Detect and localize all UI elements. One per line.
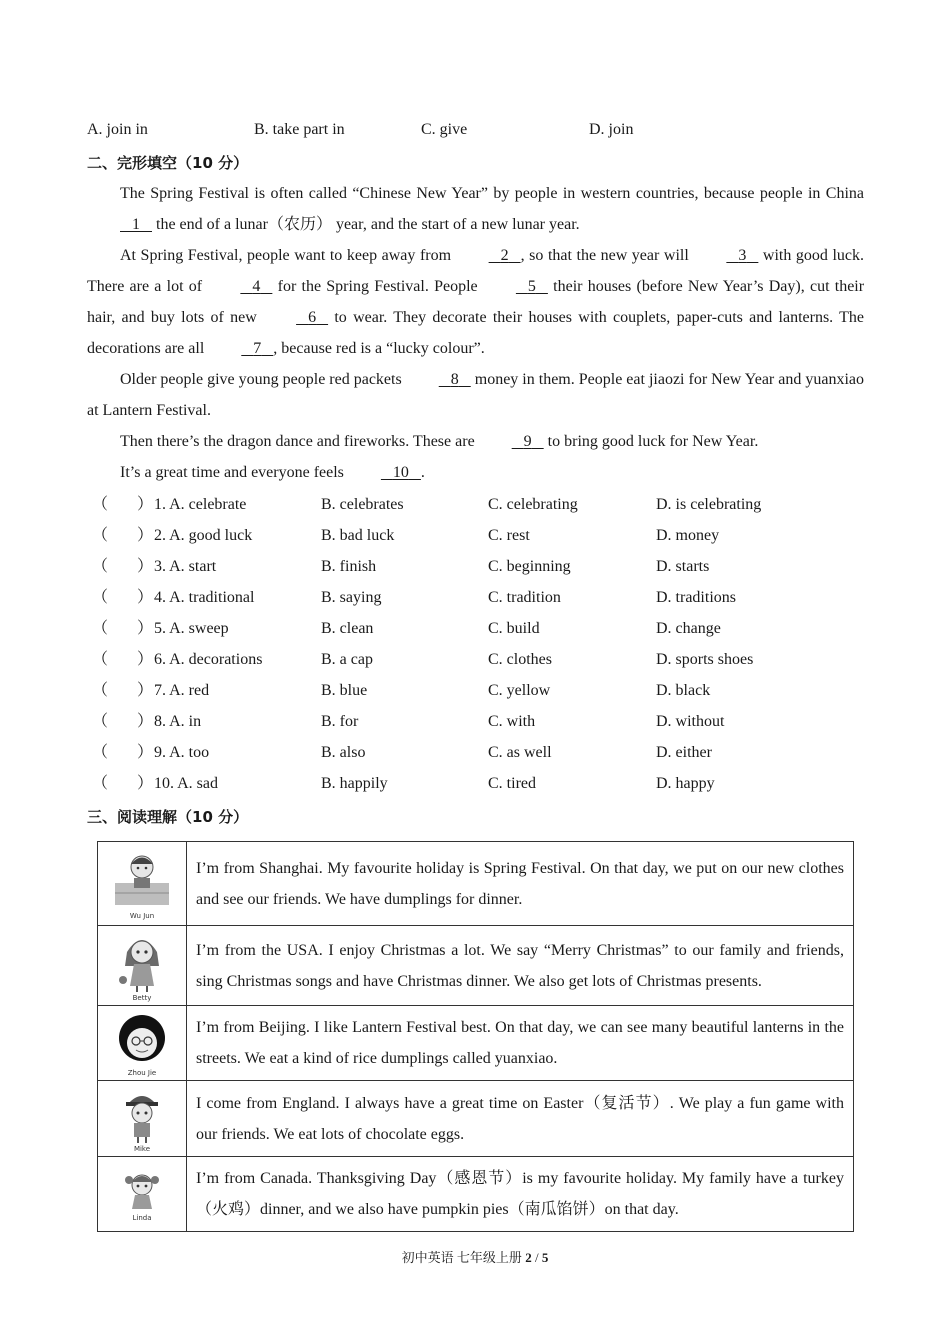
avatar-cell — [98, 1081, 187, 1157]
prev-option-a: A. join in — [87, 121, 148, 138]
avatar-name: Zhou Jie — [127, 1069, 157, 1077]
page-separator: / — [534, 1250, 539, 1265]
avatar-name: Wu Jun — [129, 911, 155, 920]
page-number: 2 — [525, 1250, 532, 1265]
prev-option-d: D. join — [589, 121, 634, 138]
cloze-paragraph-2: At Spring Festival, people want to keep away from 2 , so that the new year will 3 with good luck. There are a lot of 4 for the Spring Festival. People 5 their houses (before New Year’s Day), cut their hair, and buy lots of new 6 to wear. They decorate their houses with couplets, paper-cuts and lanterns. The decorations are all 7 , because red is a “lucky colour”. — [87, 240, 864, 364]
reading-table — [97, 841, 854, 1232]
avatar-cell — [98, 1157, 187, 1232]
reading-text: I’m from Shanghai. My favourite holiday is Spring Festival. On that day, we put on our new clothes and see our friends. We have dumplings for dinner. — [187, 842, 854, 926]
reading-row — [98, 926, 854, 1006]
girl-avatar — [107, 930, 177, 1002]
cloze-heading: 二、完形填空（10 分） — [87, 154, 249, 172]
avatar-cell — [98, 926, 187, 1006]
question-10: （ ） 10. A. sad B. happily C. tired D. happy — [92, 775, 715, 792]
question-3: （ ） 3. A. start B. finish C. beginning D. starts — [92, 558, 710, 575]
reading-text: I’m from Canada. Thanksgiving Day（感恩节）is my favourite holiday. My family have a turkey（火鸡）dinner, and we also have pumpkin pies（南瓜馅饼）on that day. — [187, 1157, 854, 1232]
prev-option-c: C. give — [421, 121, 468, 138]
boy-with-cap-avatar — [107, 1084, 177, 1154]
avatar-cell — [98, 1006, 187, 1081]
girl-with-glasses-avatar — [107, 1008, 177, 1078]
girl-with-pigtails-avatar — [107, 1165, 177, 1223]
blank-2: 2 — [500, 247, 509, 264]
boy-reading-avatar — [107, 847, 177, 921]
reading-row — [98, 1006, 854, 1081]
reading-row — [98, 1081, 854, 1157]
reading-text: I come from England. I always have a great time on Easter（复活节）. We play a fun game with our friends. We eat lots of chocolate eggs. — [187, 1081, 854, 1157]
page-total: 5 — [541, 1250, 549, 1265]
prev-option-b: B. take part in — [254, 121, 345, 138]
cloze-paragraph-1: The Spring Festival is often called “Chinese New Year” by people in western countries, because people in China 1 the end of a lunar（农历） year, and the start of a new lunar year. — [87, 178, 864, 240]
avatar-cell — [98, 842, 187, 926]
avatar-name: Betty — [132, 993, 152, 1002]
blank-3: 3 — [738, 247, 747, 264]
blank-7: 7 — [253, 340, 262, 357]
question-4: （ ） 4. A. traditional B. saying C. tradition D. traditions — [92, 589, 736, 606]
question-1: （ ） 1. A. celebrate B. celebrates C. celebrating D. is celebrating — [92, 496, 762, 513]
blank-8: 8 — [450, 371, 459, 388]
reading-text: I’m from Beijing. I like Lantern Festival best. On that day, we can see many beautiful lanterns in the streets. We eat a kind of rice dumplings called yuanxiao. — [187, 1006, 854, 1081]
cloze-paragraph-3: Older people give young people red packets 8 money in them. People eat jiaozi for New Year and yuanxiao at Lantern Festival. — [87, 364, 864, 426]
question-5: （ ） 5. A. sweep B. clean C. build D. change — [92, 620, 721, 637]
question-6: （ ） 6. A. decorations B. a cap C. clothes D. sports shoes — [92, 651, 754, 668]
page-footer — [0, 1247, 950, 1266]
cloze-paragraph-5: It’s a great time and everyone feels 10 . — [87, 457, 864, 488]
question-2: （ ） 2. A. good luck B. bad luck C. rest D. money — [92, 527, 720, 544]
reading-row — [98, 1157, 854, 1232]
blank-5: 5 — [527, 278, 536, 295]
blank-9: 9 — [523, 433, 532, 450]
cloze-passage — [87, 178, 864, 488]
blank-10: 10 — [392, 464, 409, 481]
blank-6: 6 — [308, 309, 317, 326]
cloze-paragraph-4: Then there’s the dragon dance and fireworks. These are 9 to bring good luck for New Year. — [87, 426, 864, 457]
reading-text: I’m from the USA. I enjoy Christmas a lot. We say “Merry Christmas” to our family and friends, sing Christmas songs and have Christmas dinner. We also get lots of Christmas presents. — [187, 926, 854, 1006]
footer-label: 初中英语 七年级上册 — [401, 1250, 522, 1265]
question-8: （ ） 8. A. in B. for C. with D. without — [92, 713, 725, 730]
question-7: （ ） 7. A. red B. blue C. yellow D. black — [92, 682, 711, 699]
reading-heading: 三、阅读理解（10 分） — [87, 808, 249, 826]
question-9: （ ） 9. A. too B. also C. as well D. either — [92, 744, 712, 761]
blank-4: 4 — [252, 278, 261, 295]
reading-row — [98, 842, 854, 926]
blank-1: 1 — [132, 216, 140, 233]
avatar-name: Linda — [132, 1214, 152, 1222]
avatar-name: Mike — [133, 1144, 151, 1153]
